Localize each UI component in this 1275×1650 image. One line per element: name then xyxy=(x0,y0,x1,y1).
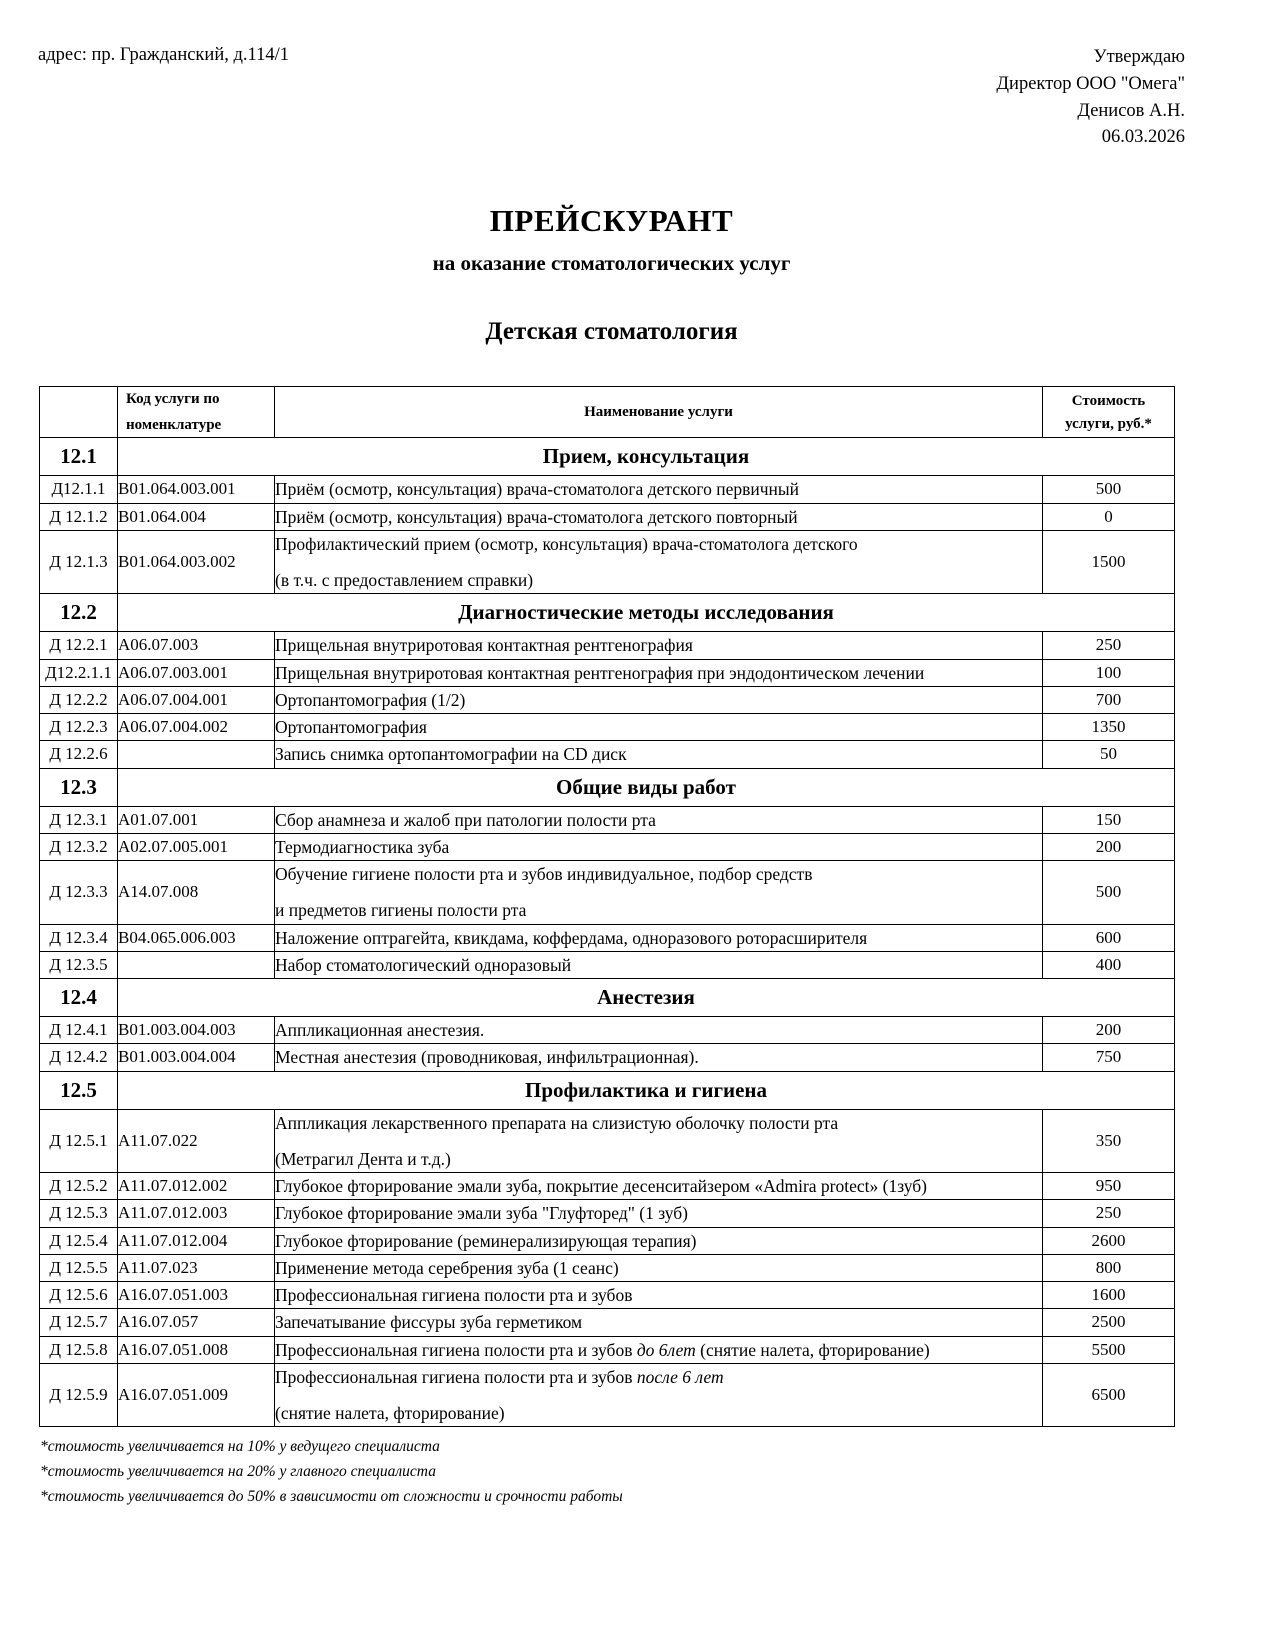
row-service-name xyxy=(275,1109,1043,1173)
row-service-code: A11.07.012.004 xyxy=(118,1227,275,1254)
table-row xyxy=(40,476,1175,503)
row-service-code: A16.07.051.009 xyxy=(118,1363,275,1427)
column-header-price xyxy=(1043,387,1175,438)
row-index: Д 12.2.1 xyxy=(40,632,118,659)
service-name-line: Глубокое фторирование эмали зуба, покрытие десенситайзером «Admira protect» (1зуб) xyxy=(275,1176,928,1196)
row-index: Д12.1.1 xyxy=(40,476,118,503)
column-header-code-line1: Код услуги по xyxy=(126,391,220,407)
service-name-line: Аппликационная анестезия. xyxy=(275,1020,485,1040)
group-number: 12.2 xyxy=(40,594,118,632)
service-name-line: Ортопантомография xyxy=(275,717,427,737)
service-name-line: Запись снимка ортопантомографии на CD диск xyxy=(275,744,627,765)
row-price: 800 xyxy=(1043,1254,1175,1281)
service-name-line: Набор стоматологический одноразовый xyxy=(275,954,572,975)
approval-block xyxy=(996,44,1185,151)
service-name-line: и предметов гигиены полости рта xyxy=(275,900,527,921)
row-service-name xyxy=(275,503,1043,530)
row-index: Д 12.5.9 xyxy=(40,1363,118,1427)
row-index: Д 12.5.4 xyxy=(40,1227,118,1254)
service-name-emphasis: после 6 лет xyxy=(636,1366,724,1387)
service-name-line: Применение метода серебрения зуба (1 сеанс) xyxy=(275,1257,619,1278)
approval-line-3: Денисов А.Н. xyxy=(1077,100,1185,121)
row-service-code: A01.07.001 xyxy=(118,806,275,833)
column-header-index xyxy=(40,387,118,438)
row-price: 1350 xyxy=(1043,714,1175,741)
row-index: Д12.2.1.1 xyxy=(40,659,118,686)
service-name-line: Прищельная внутриротовая контактная рентгенография при эндодонтическом лечении xyxy=(275,662,925,683)
row-price: 700 xyxy=(1043,686,1175,713)
row-index: Д 12.3.3 xyxy=(40,861,118,925)
group-title: Прием, консультация xyxy=(118,438,1175,476)
row-index: Д 12.2.2 xyxy=(40,686,118,713)
approval-date: 06.03.2026 xyxy=(1101,127,1185,148)
page-title: ПРЕЙСКУРАНТ xyxy=(489,203,734,239)
row-price: 0 xyxy=(1043,503,1175,530)
column-header-name: Наименование услуги xyxy=(275,387,1043,438)
row-service-name xyxy=(275,951,1043,978)
service-name-line: Приём (осмотр, консультация) врача-стоматолога детского первичный xyxy=(275,479,800,500)
footnote-1: *стоимость увеличивается на 10% у ведущего специалиста xyxy=(40,1438,440,1456)
table-row xyxy=(40,951,1175,978)
row-service-code: B01.064.004 xyxy=(118,503,275,530)
row-service-name xyxy=(275,806,1043,833)
row-index: Д 12.5.7 xyxy=(40,1309,118,1336)
row-price: 250 xyxy=(1043,1200,1175,1227)
row-service-name xyxy=(275,1363,1043,1427)
row-service-code: A11.07.012.003 xyxy=(118,1200,275,1227)
table-row xyxy=(40,1017,1175,1044)
row-service-name xyxy=(275,1282,1043,1309)
row-service-name xyxy=(275,861,1043,925)
group-title: Профилактика и гигиена xyxy=(118,1071,1175,1109)
row-service-code: A11.07.012.002 xyxy=(118,1173,275,1200)
service-name-line: Прищельная внутриротовая контактная рентгенография xyxy=(275,635,693,656)
table-group-row xyxy=(40,979,1175,1017)
row-service-code: A16.07.051.003 xyxy=(118,1282,275,1309)
service-name-line: Сбор анамнеза и жалоб при патологии полости рта xyxy=(275,809,656,830)
row-price: 150 xyxy=(1043,806,1175,833)
row-price: 2600 xyxy=(1043,1227,1175,1254)
column-header-code-line2: номенклатуре xyxy=(126,417,222,434)
row-service-code: A11.07.023 xyxy=(118,1254,275,1281)
service-name-line: (в т.ч. с предоставлением справки) xyxy=(275,570,534,590)
service-name-line: Глубокое фторирование эмали зуба "Глуфторед" (1 зуб) xyxy=(275,1203,688,1224)
service-name-line: Профессиональная гигиена полости рта и зубов xyxy=(275,1285,633,1305)
service-name-line: Наложение оптрагейта, квикдама, коффердама, одноразового роторасширителя xyxy=(275,927,868,948)
row-service-name xyxy=(275,1336,1043,1363)
row-price: 1500 xyxy=(1043,530,1175,594)
group-title: Диагностические методы исследования xyxy=(118,594,1175,632)
table-row xyxy=(40,1173,1175,1200)
table-row xyxy=(40,924,1175,951)
table-row xyxy=(40,1309,1175,1336)
row-service-code: A11.07.022 xyxy=(118,1109,275,1173)
row-index: Д 12.3.1 xyxy=(40,806,118,833)
row-price: 1600 xyxy=(1043,1282,1175,1309)
service-name-line: (Метрагил Дента и т.д.) xyxy=(275,1148,451,1169)
table-group-row xyxy=(40,768,1175,806)
table-group-row xyxy=(40,438,1175,476)
price-table xyxy=(39,386,1175,1427)
row-price: 200 xyxy=(1043,833,1175,860)
row-price: 750 xyxy=(1043,1044,1175,1071)
row-service-name xyxy=(275,1227,1043,1254)
table-row xyxy=(40,1282,1175,1309)
row-service-name xyxy=(275,1309,1043,1336)
row-service-code: B01.064.003.002 xyxy=(118,530,275,594)
clinic-address: адрес: пр. Гражданский, д.114/1 xyxy=(38,45,289,65)
table-row xyxy=(40,741,1175,768)
row-index: Д 12.5.2 xyxy=(40,1173,118,1200)
row-index: Д 12.4.1 xyxy=(40,1017,118,1044)
row-service-name xyxy=(275,1173,1043,1200)
table-group-row xyxy=(40,594,1175,632)
group-number: 12.4 xyxy=(40,979,118,1017)
service-name-line: Местная анестезия (проводниковая, инфильтрационная). xyxy=(275,1047,699,1068)
column-header-code xyxy=(118,387,275,438)
row-price: 6500 xyxy=(1043,1363,1175,1427)
service-name-line: Запечатывание фиссуры зуба герметиком xyxy=(275,1312,583,1333)
row-service-name xyxy=(275,632,1043,659)
service-name-line: Аппликация лекарственного препарата на слизистую оболочку полости рта xyxy=(275,1112,839,1133)
approval-line-1: Утверждаю xyxy=(1093,47,1185,67)
document-header xyxy=(38,44,1185,151)
footnotes xyxy=(40,1434,1185,1509)
row-price: 2500 xyxy=(1043,1309,1175,1336)
row-price: 5500 xyxy=(1043,1336,1175,1363)
row-service-code: A14.07.008 xyxy=(118,861,275,925)
row-index: Д 12.1.2 xyxy=(40,503,118,530)
row-service-name xyxy=(275,476,1043,503)
row-service-code: B04.065.006.003 xyxy=(118,924,275,951)
row-service-name xyxy=(275,530,1043,594)
row-index: Д 12.5.5 xyxy=(40,1254,118,1281)
table-row xyxy=(40,632,1175,659)
row-service-name xyxy=(275,833,1043,860)
row-index: Д 12.5.1 xyxy=(40,1109,118,1173)
row-price: 50 xyxy=(1043,741,1175,768)
service-name-line: Обучение гигиене полости рта и зубов индивидуальное, подбор средств xyxy=(275,864,813,884)
table-row xyxy=(40,1363,1175,1427)
row-index: Д 12.3.4 xyxy=(40,924,118,951)
table-row xyxy=(40,1254,1175,1281)
service-name-emphasis: до 6лет xyxy=(636,1339,696,1360)
group-title: Анестезия xyxy=(118,979,1175,1017)
row-service-name xyxy=(275,659,1043,686)
row-price: 950 xyxy=(1043,1173,1175,1200)
row-service-name xyxy=(275,1200,1043,1227)
row-service-name xyxy=(275,686,1043,713)
service-name-line: Глубокое фторирование (реминерализирующая терапия) xyxy=(275,1230,697,1251)
row-service-code: B01.003.004.003 xyxy=(118,1017,275,1044)
table-body xyxy=(40,438,1175,1427)
table-row xyxy=(40,1336,1175,1363)
service-name-line: (снятие налета, фторирование) xyxy=(275,1403,505,1423)
row-index: Д 12.1.3 xyxy=(40,530,118,594)
row-service-code: B01.003.004.004 xyxy=(118,1044,275,1071)
service-name-line: Профессиональная гигиена полости рта и зубов после 6 лет xyxy=(275,1366,724,1387)
row-service-name xyxy=(275,714,1043,741)
row-service-code: A02.07.005.001 xyxy=(118,833,275,860)
row-price: 600 xyxy=(1043,924,1175,951)
table-group-row xyxy=(40,1071,1175,1109)
group-number: 12.1 xyxy=(40,438,118,476)
row-service-code xyxy=(118,741,275,768)
table-row xyxy=(40,686,1175,713)
table-row xyxy=(40,714,1175,741)
group-title: Общие виды работ xyxy=(118,768,1175,806)
row-service-name xyxy=(275,1044,1043,1071)
row-price: 400 xyxy=(1043,951,1175,978)
table-row xyxy=(40,1044,1175,1071)
row-price: 250 xyxy=(1043,632,1175,659)
table-row xyxy=(40,861,1175,925)
row-index: Д 12.5.6 xyxy=(40,1282,118,1309)
table-row xyxy=(40,530,1175,594)
table-head xyxy=(40,387,1175,438)
row-service-code: A06.07.004.001 xyxy=(118,686,275,713)
table-header-row xyxy=(40,387,1175,438)
table-row xyxy=(40,1227,1175,1254)
row-service-code: B01.064.003.001 xyxy=(118,476,275,503)
row-index: Д 12.2.3 xyxy=(40,714,118,741)
row-index: Д 12.5.3 xyxy=(40,1200,118,1227)
row-service-name xyxy=(275,1254,1043,1281)
service-name-line: Профилактический прием (осмотр, консультация) врача-стоматолога детского xyxy=(275,533,858,554)
table-row xyxy=(40,659,1175,686)
table-row xyxy=(40,1109,1175,1173)
row-price: 200 xyxy=(1043,1017,1175,1044)
row-service-name xyxy=(275,1017,1043,1044)
row-service-code: A16.07.051.008 xyxy=(118,1336,275,1363)
service-name-line: Приём (осмотр, консультация) врача-стоматолога детского повторный xyxy=(275,506,798,527)
row-price: 100 xyxy=(1043,659,1175,686)
row-index: Д 12.5.8 xyxy=(40,1336,118,1363)
page-subtitle: на оказание стоматологических услуг xyxy=(432,251,791,276)
row-index: Д 12.3.2 xyxy=(40,833,118,860)
row-index: Д 12.4.2 xyxy=(40,1044,118,1071)
row-price: 500 xyxy=(1043,861,1175,925)
service-name-line: Ортопантомография (1/2) xyxy=(275,689,466,710)
table-row xyxy=(40,503,1175,530)
service-name-line: Профессиональная гигиена полости рта и зубов до 6лет (снятие налета, фторирование) xyxy=(275,1339,930,1360)
row-price: 350 xyxy=(1043,1109,1175,1173)
row-service-code: A06.07.003.001 xyxy=(118,659,275,686)
row-index: Д 12.2.6 xyxy=(40,741,118,768)
row-index: Д 12.3.5 xyxy=(40,951,118,978)
row-service-code: A06.07.004.002 xyxy=(118,714,275,741)
group-number: 12.5 xyxy=(40,1071,118,1109)
footnote-2: *стоимость увеличивается на 20% у главного специалиста xyxy=(40,1463,436,1481)
table-row xyxy=(40,806,1175,833)
row-service-code: A06.07.003 xyxy=(118,632,275,659)
section-title: Детская стоматология xyxy=(485,318,738,346)
row-service-name xyxy=(275,924,1043,951)
row-service-code: A16.07.057 xyxy=(118,1309,275,1336)
column-header-price-line1: Стоимость xyxy=(1071,392,1146,409)
row-service-code xyxy=(118,951,275,978)
row-price: 500 xyxy=(1043,476,1175,503)
column-header-price-line2: услуги, руб.* xyxy=(1065,415,1152,432)
row-service-name xyxy=(275,741,1043,768)
footnote-3: *стоимость увеличивается до 50% в зависимости от сложности и срочности работы xyxy=(40,1488,623,1506)
table-row xyxy=(40,1200,1175,1227)
table-row xyxy=(40,833,1175,860)
approval-line-2: Директор ООО "Омега" xyxy=(996,73,1185,94)
service-name-line: Термодиагностика зуба xyxy=(275,836,450,857)
group-number: 12.3 xyxy=(40,768,118,806)
